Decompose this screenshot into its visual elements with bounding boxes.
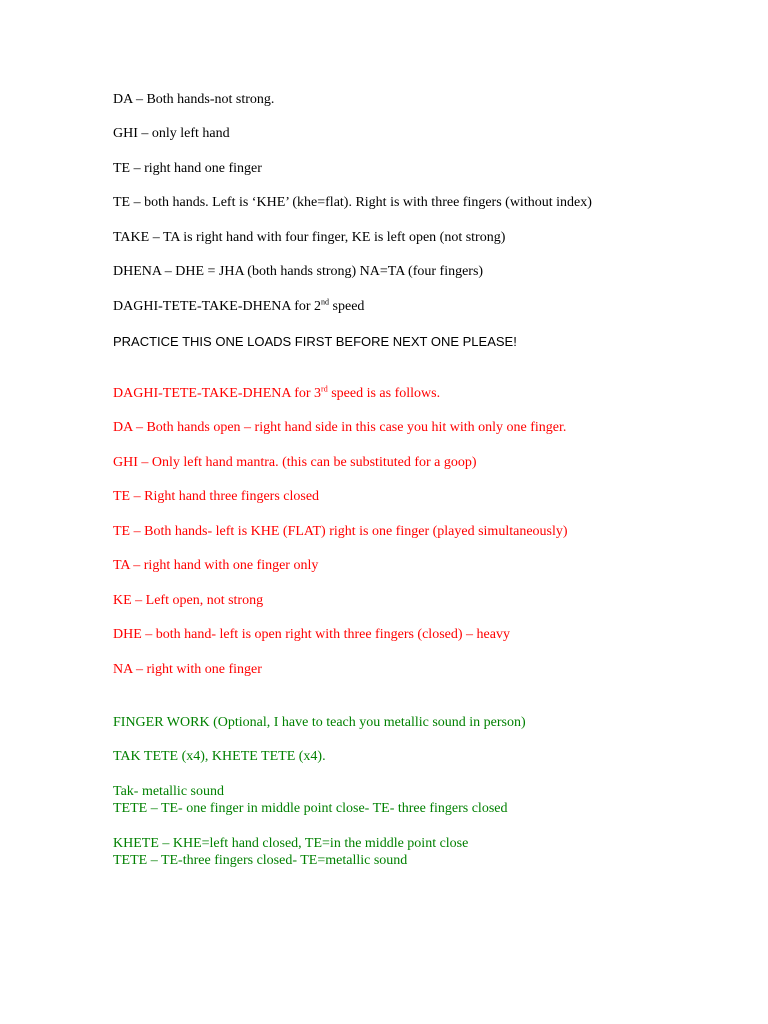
line-da-both-hands-open: DA – Both hands open – right hand side in this case you hit with only one finger. — [113, 420, 567, 435]
second-speed-ordinal: nd — [321, 297, 330, 307]
line-practice-note: PRACTICE THIS ONE LOADS FIRST BEFORE NEXT ONE PLEASE! — [113, 334, 517, 349]
line-tete-one-finger: TETE – TE- one finger in middle point close- TE- three fingers closed — [113, 801, 508, 816]
line-ke-left-open: KE – Left open, not strong — [113, 593, 264, 608]
line-tete-metallic: TETE – TE-three fingers closed- TE=metallic sound — [113, 853, 408, 868]
second-speed-suffix: speed — [329, 299, 365, 314]
line-tak-tete: TAK TETE (x4), KHETE TETE (x4). — [113, 749, 326, 764]
line-na-one-finger: NA – right with one finger — [113, 662, 262, 677]
line-tak-metallic: Tak- metallic sound — [113, 784, 224, 799]
line-ghi-left-hand: GHI – only left hand — [113, 126, 230, 141]
line-take: TAKE – TA is right hand with four finger, KE is left open (not strong) — [113, 230, 506, 245]
line-third-speed-heading — [113, 385, 440, 402]
line-dhena: DHENA – DHE = JHA (both hands strong) NA=TA (four fingers) — [113, 264, 484, 279]
line-te-both-hands-khe: TE – Both hands- left is KHE (FLAT) right is one finger (played simultaneously) — [113, 524, 568, 539]
third-speed-suffix: speed is as follows. — [327, 386, 441, 401]
third-speed-text: DAGHI-TETE-TAKE-DHENA for 3 — [113, 386, 322, 401]
third-speed-ordinal: rd — [321, 384, 328, 394]
line-khete: KHETE – KHE=left hand closed, TE=in the middle point close — [113, 836, 469, 851]
second-speed-text: DAGHI-TETE-TAKE-DHENA for 2 — [113, 299, 322, 314]
line-te-both-hands: TE – both hands. Left is ‘KHE’ (khe=flat). Right is with three fingers (without index) — [113, 195, 592, 210]
line-finger-work: FINGER WORK (Optional, I have to teach you metallic sound in person) — [113, 715, 526, 730]
line-ghi-mantra: GHI – Only left hand mantra. (this can be substituted for a goop) — [113, 455, 477, 470]
line-te-right-hand: TE – right hand one finger — [113, 161, 262, 176]
line-te-three-fingers: TE – Right hand three fingers closed — [113, 489, 320, 504]
line-dhe-heavy: DHE – both hand- left is open right with three fingers (closed) – heavy — [113, 627, 510, 642]
line-da-both-hands: DA – Both hands-not strong. — [113, 92, 275, 107]
line-ta-one-finger: TA – right hand with one finger only — [113, 558, 319, 573]
line-second-speed — [113, 298, 364, 315]
